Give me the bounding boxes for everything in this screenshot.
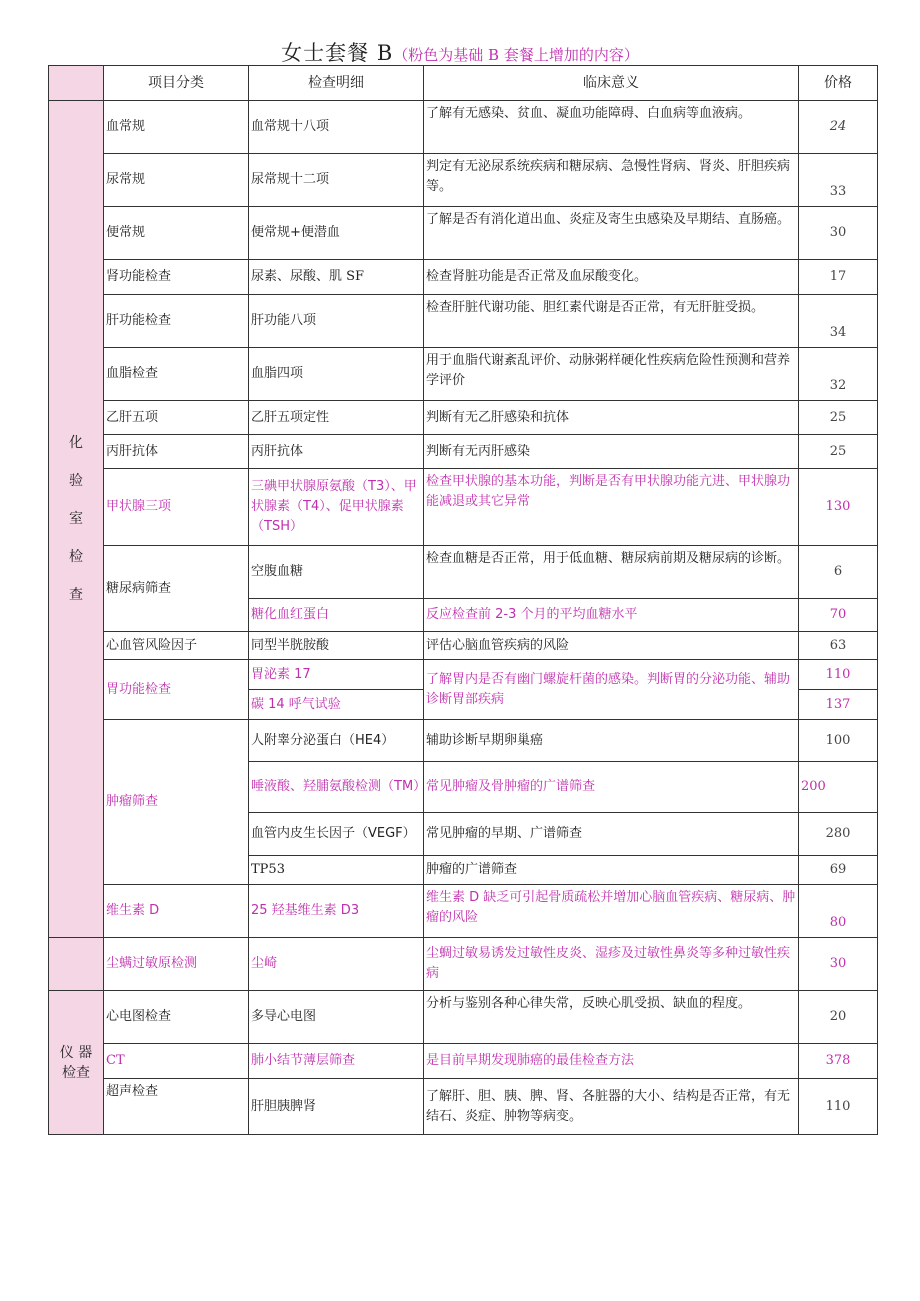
item-cell: 尿常规 (104, 154, 249, 207)
table-row (49, 991, 878, 1044)
detail-cell: 肺小结节薄层筛查 (249, 1044, 424, 1079)
price-cell: 17 (799, 260, 878, 295)
meaning-cell: 判定有无泌尿系统疾病和糖尿病、急慢性肾病、肾炎、肝胆疾病等。 (424, 154, 799, 207)
item-cell: 超声检查 (104, 1079, 249, 1135)
page-title (0, 37, 920, 67)
meaning-cell: 尘蜩过敏易诱发过敏性皮炎、湿疹及过敏性鼻炎等多种过敏性疾病 (424, 938, 799, 991)
item-cell: 乙肝五项 (104, 401, 249, 435)
item-cell: 心血管风险因子 (104, 632, 249, 660)
table-row (49, 469, 878, 546)
item-cell: CT (104, 1044, 249, 1079)
price-cell: 33 (799, 154, 878, 207)
category-instrument: 仪 器 检查 (49, 991, 104, 1135)
table-row (49, 1044, 878, 1079)
detail-cell: 尿素、尿酸、肌 SF (249, 260, 424, 295)
item-cell: 血常规 (104, 101, 249, 154)
header-corner (49, 66, 104, 101)
table-row (49, 101, 878, 154)
price-cell: 130 (799, 469, 878, 546)
price-cell: 6 (799, 546, 878, 599)
price-cell: 30 (799, 207, 878, 260)
table-row (49, 295, 878, 348)
meaning-cell: 了解有无感染、贫血、凝血功能障碍、白血病等血液病。 (424, 101, 799, 154)
meaning-cell: 检查肝脏代谢功能、胆红素代谢是否正常，有无肝脏受损。 (424, 295, 799, 348)
header-detail: 检查明细 (249, 66, 424, 101)
detail-cell: 乙肝五项定性 (249, 401, 424, 435)
price-cell: 25 (799, 401, 878, 435)
price-cell: 100 (799, 720, 878, 762)
meaning-cell: 评估心脑血管疾病的风险 (424, 632, 799, 660)
detail-cell: 尿常规十二项 (249, 154, 424, 207)
table-row (49, 401, 878, 435)
meaning-cell: 检查血糖是否正常，用于低血糖、糖尿病前期及糖尿病的诊断。 (424, 546, 799, 599)
meaning-cell: 反应检查前 2-3 个月的平均血糖水平 (424, 599, 799, 632)
detail-cell: 三碘甲状腺原氨酸（T3）、甲状腺素（T4）、促甲状腺素（TSH） (249, 469, 424, 546)
item-cell: 糖尿病筛查 (104, 546, 249, 632)
detail-cell: 糖化血红蛋白 (249, 599, 424, 632)
item-cell: 尘螨过敏原检测 (104, 938, 249, 991)
table-row (49, 207, 878, 260)
meaning-cell: 用于血脂代谢紊乱评价、动脉粥样硬化性疾病危险性预测和营养学评价 (424, 348, 799, 401)
header-item: 项目分类 (104, 66, 249, 101)
detail-cell: 尘崎 (249, 938, 424, 991)
detail-cell: 肝胆胰脾肾 (249, 1079, 424, 1135)
title-subtitle: （粉色为基础 B 套餐上增加的内容） (393, 46, 639, 64)
header-price: 价格 (799, 66, 878, 101)
meaning-cell: 辅助诊断早期卵巢癌 (424, 720, 799, 762)
price-cell: 70 (799, 599, 878, 632)
meaning-cell: 是目前早期发现肺癌的最佳检查方法 (424, 1044, 799, 1079)
item-cell: 甲状腺三项 (104, 469, 249, 546)
item-cell: 心电图检查 (104, 991, 249, 1044)
detail-cell: 血脂四项 (249, 348, 424, 401)
meaning-cell: 肿瘤的广谱筛查 (424, 856, 799, 885)
category-allergy (49, 938, 104, 991)
detail-cell: 血常规十八项 (249, 101, 424, 154)
price-cell: 378 (799, 1044, 878, 1079)
price-cell: 69 (799, 856, 878, 885)
price-cell: 63 (799, 632, 878, 660)
item-cell: 肿瘤筛查 (104, 720, 249, 885)
meaning-cell: 了解肝、胆、胰、脾、肾、各脏器的大小、结构是否正常，有无结石、炎症、肿物等病变。 (424, 1079, 799, 1135)
table-row (49, 660, 878, 690)
table-header-row (49, 66, 878, 101)
item-cell: 胃功能检查 (104, 660, 249, 720)
price-cell: 34 (799, 295, 878, 348)
table-row (49, 632, 878, 660)
price-cell: 30 (799, 938, 878, 991)
item-cell: 便常规 (104, 207, 249, 260)
detail-cell: 多导心电图 (249, 991, 424, 1044)
meaning-cell: 了解是否有消化道出血、炎症及寄生虫感染及早期结、直肠癌。 (424, 207, 799, 260)
item-cell: 维生素 D (104, 885, 249, 938)
table-row (49, 546, 878, 599)
meaning-cell: 检查肾脏功能是否正常及血尿酸变化。 (424, 260, 799, 295)
meaning-cell: 判断有无乙肝感染和抗体 (424, 401, 799, 435)
table-row (49, 1079, 878, 1135)
price-cell: 20 (799, 991, 878, 1044)
detail-cell: 便常规+便潜血 (249, 207, 424, 260)
header-meaning: 临床意义 (424, 66, 799, 101)
package-table (48, 65, 878, 1135)
detail-cell: 丙肝抗体 (249, 435, 424, 469)
price-cell: 80 (799, 885, 878, 938)
table-row (49, 154, 878, 207)
item-cell: 血脂检查 (104, 348, 249, 401)
price-cell: 25 (799, 435, 878, 469)
detail-cell: 碳 14 呼气试验 (249, 690, 424, 720)
meaning-cell: 维生素 D 缺乏可引起骨质疏松并增加心脑血管疾病、糖尿病、肿瘤的风险 (424, 885, 799, 938)
detail-cell: 胃泌素 17 (249, 660, 424, 690)
price-cell: 200 (799, 762, 878, 813)
item-cell: 肾功能检查 (104, 260, 249, 295)
price-cell: 110 (799, 660, 878, 690)
table-row (49, 938, 878, 991)
title-main: 女士套餐 B (281, 41, 394, 65)
table-row (49, 720, 878, 762)
meaning-cell: 判断有无丙肝感染 (424, 435, 799, 469)
detail-cell: 血管内皮生长因子（VEGF） (249, 813, 424, 856)
detail-cell: 肝功能八项 (249, 295, 424, 348)
meaning-cell: 常见肿瘤的早期、广谱筛查 (424, 813, 799, 856)
price-cell: 137 (799, 690, 878, 720)
table-row (49, 435, 878, 469)
category-lab: 化 验 室 检 查 (49, 101, 104, 938)
price-cell: 280 (799, 813, 878, 856)
table-row (49, 348, 878, 401)
meaning-cell: 检查甲状腺的基本功能，判断是否有甲状腺功能亢进、甲状腺功能减退或其它异常 (424, 469, 799, 546)
item-cell: 肝功能检查 (104, 295, 249, 348)
meaning-cell: 分析与鉴别各种心律失常，反映心肌受损、缺血的程度。 (424, 991, 799, 1044)
item-cell: 丙肝抗体 (104, 435, 249, 469)
table-row (49, 260, 878, 295)
price-cell: 32 (799, 348, 878, 401)
detail-cell: 25 羟基维生素 D3 (249, 885, 424, 938)
detail-cell: 同型半胱胺酸 (249, 632, 424, 660)
detail-cell: 人附睾分泌蛋白（HE4） (249, 720, 424, 762)
detail-cell: 空腹血糖 (249, 546, 424, 599)
detail-cell: TP53 (249, 856, 424, 885)
meaning-cell: 常见肿瘤及骨肿瘤的广谱筛查 (424, 762, 799, 813)
table-row (49, 885, 878, 938)
meaning-cell: 了解胃内是否有幽门螺旋杆菌的感染。判断胃的分泌功能、辅助诊断胃部疾病 (424, 660, 799, 720)
price-cell: 24 (799, 101, 878, 154)
detail-cell: 唾液酸、羟脯氨酸检测（TM） (249, 762, 424, 813)
price-cell: 110 (799, 1079, 878, 1135)
